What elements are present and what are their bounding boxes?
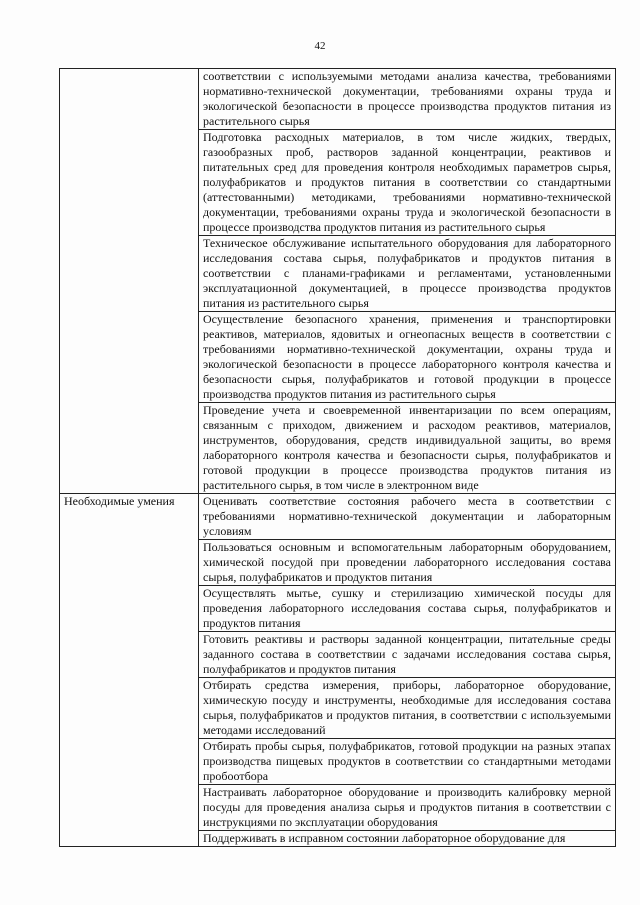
table-cell-skill: Отбирать пробы сырья, полуфабрикатов, готовой продукции на разных этапах производства пищевых продуктов в соответствии со стандартными методами пробоотбора	[199, 739, 616, 785]
table-cell-action: соответствии с используемыми методами анализа качества, требованиями нормативно-технической документации, требованиями охраны труда и экологической безопасности в процессе производства продуктов питания из растительного сырья	[199, 69, 616, 130]
table-cell-skill: Поддерживать в исправном состоянии лабораторное оборудование для	[199, 831, 616, 847]
table-cell-action: Проведение учета и своевременной инвентаризации по всем операциям, связанным с приходом, движением и расходом реактивов, материалов, инструментов, оборудования, средств индивидуальной защиты, во время лабораторного контроля качества и безопасности сырья, полуфабрикатов и готовой продукции в процессе производства продуктов питания из растительного сырья, в том числе в электронном виде	[199, 403, 616, 494]
table-cell-skill: Пользоваться основным и вспомогательным лабораторным оборудованием, химической посудой при проведении лабораторного исследования состава сырья, полуфабрикатов и продуктов питания	[199, 540, 616, 586]
row-label-empty	[60, 69, 199, 494]
table-row	[60, 494, 616, 540]
table-cell-action: Осуществление безопасного хранения, применения и транспортировки реактивов, материалов, ядовитых и огнеопасных веществ в соответствии с требованиями нормативно-технической документации, охраны труда и экологической безопасности в процессе лабораторного контроля качества и безопасности сырья, полуфабрикатов и готовой продукции в процессе производства продуктов питания из растительного сырья	[199, 312, 616, 403]
page-number: 42	[314, 40, 326, 52]
table-row	[60, 69, 616, 130]
table-cell-skill: Осуществлять мытье, сушку и стерилизацию химической посуды для проведения лабораторного исследования состава сырья, полуфабрикатов и продуктов питания	[199, 586, 616, 632]
table-cell-skill: Готовить реактивы и растворы заданной концентрации, питательные среды заданного состава в соответствии с задачами исследования состава сырья, полуфабрикатов и продуктов питания	[199, 632, 616, 678]
table-cell-action: Подготовка расходных материалов, в том числе жидких, твердых, газообразных проб, растворов заданной концентрации, реактивов и питательных сред для проведения контроля необходимых параметров сырья, полуфабрикатов и продуктов питания в соответствии со стандартными (аттестованными) методиками, требованиями нормативно-технической документации, требованиями охраны труда и экологической безопасности в процессе производства продуктов питания из растительного сырья	[199, 130, 616, 236]
table-cell-skill: Настраивать лабораторное оборудование и производить калибровку мерной посуды для проведения анализа сырья и продуктов питания в соответствии с инструкциями по эксплуатации оборудования	[199, 785, 616, 831]
table-cell-action: Техническое обслуживание испытательного оборудования для лабораторного исследования состава сырья, полуфабрикатов и продуктов питания в соответствии с планами-графиками и регламентами, установленными эксплуатационной документацией, в процессе производства продуктов питания из растительного сырья	[199, 236, 616, 312]
table-cell-skill: Отбирать средства измерения, приборы, лабораторное оборудование, химическую посуду и инструменты, необходимые для исследования состава сырья, полуфабрикатов и продуктов питания, в соответствии с используемыми методами исследований	[199, 678, 616, 739]
row-label-skills: Необходимые умения	[60, 494, 199, 847]
requirements-table	[59, 68, 616, 847]
table-cell-skill: Оценивать соответствие состояния рабочего места в соответствии с требованиями нормативно-технической документации и лабораторным условиям	[199, 494, 616, 540]
